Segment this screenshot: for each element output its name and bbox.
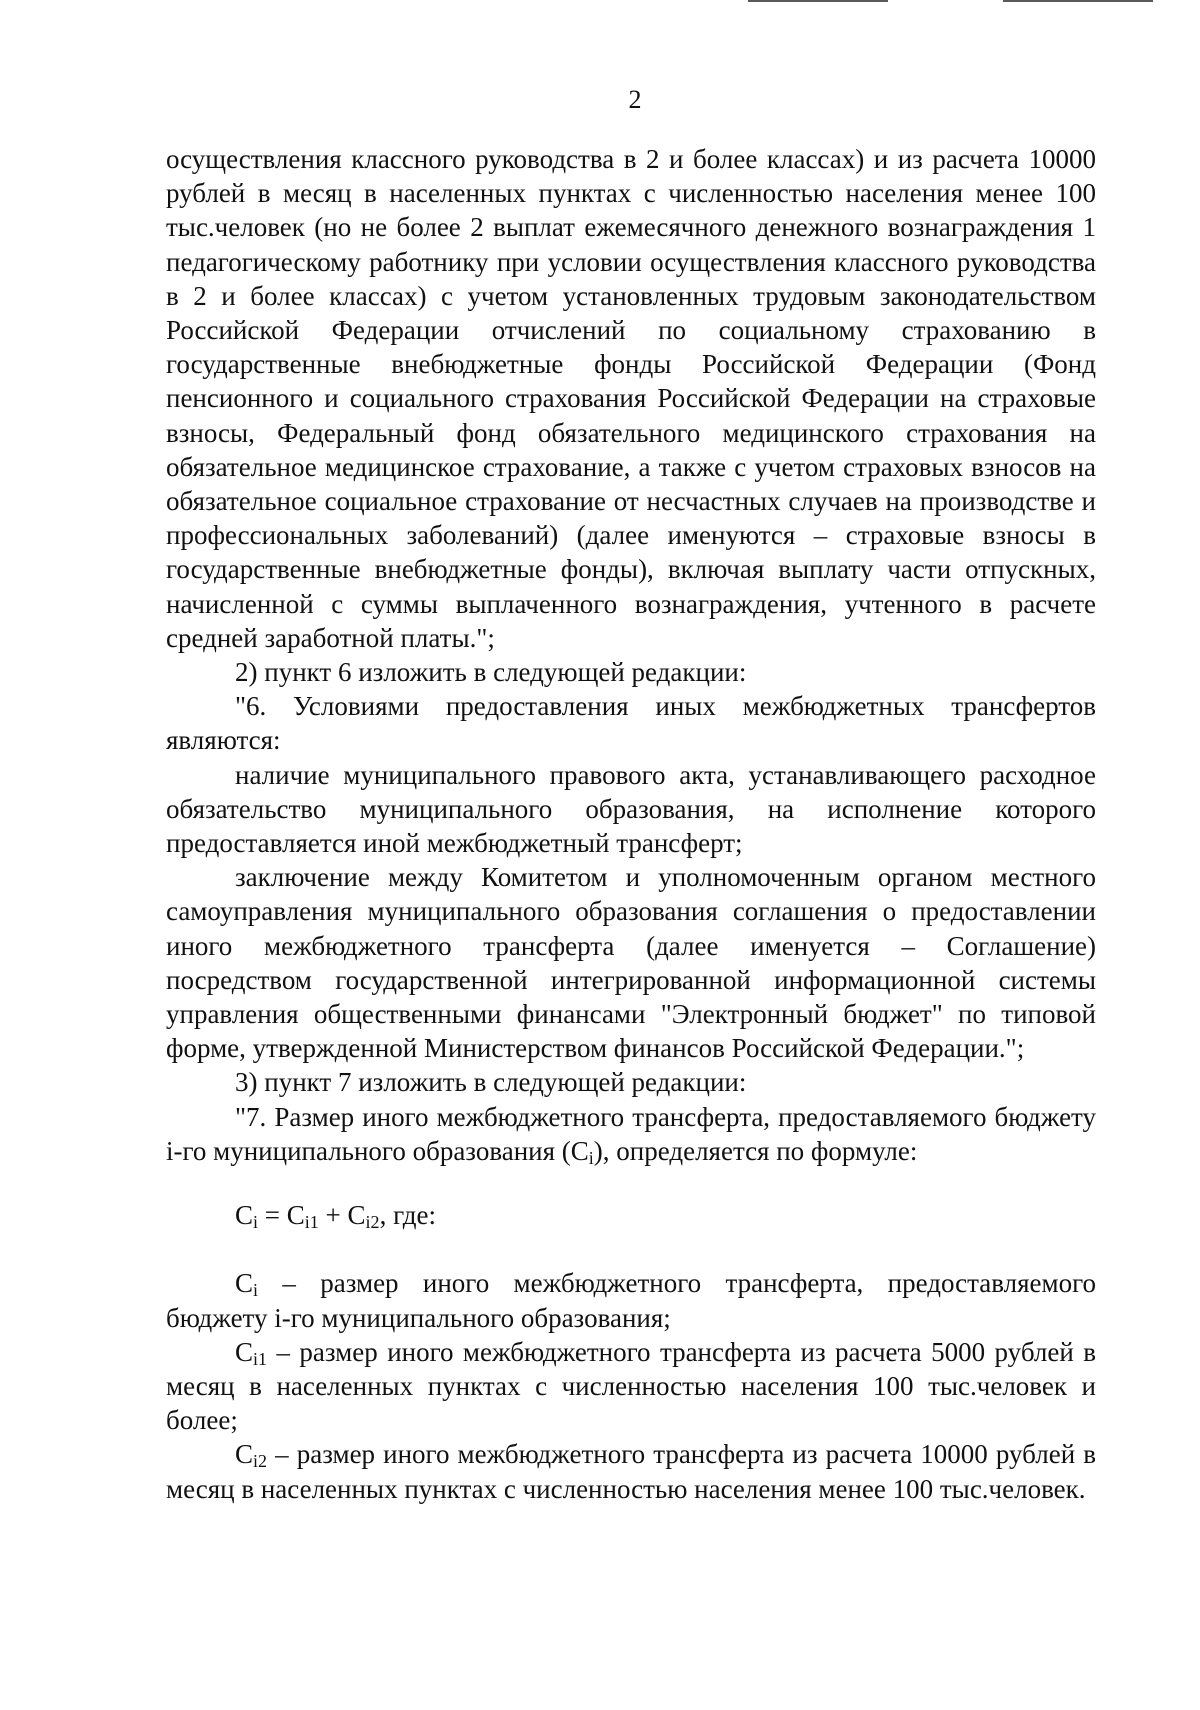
paragraph-clause-6: "6. Условиями предоставления иных межбюджетных трансфертов являются:	[166, 691, 1096, 756]
definition-ci1	[166, 1335, 1096, 1438]
paragraph-continuation: осуществления классного руководства в 2 и более классах) и из расчета 10000 рублей в месяц в населенных пунктах с численностью населения менее 100 тыс.человек (но не более 2 выплат ежемесячного денежного вознаграждения 1 педагогическому работнику при условии осуществления классного руководства в 2 и более классах) с учетом установленных трудовым законодательством Российской Федерации отчислений по социальному страхованию в государственные внебюджетные фонды Российской Федерации (Фонд пенсионного и социального страхования Российской Федерации на страховые взносы, Федеральный фонд обязательного медицинского страхования на обязательное медицинское страхование, а также с учетом страховых взносов на обязательное социальное страхование от несчастных случаев на производстве и профессиональных заболеваний) (далее именуются – страховые взносы в государственные внебюджетные фонды), включая выплату части отпускных, начисленной с суммы выплаченного вознаграждения, учтенного в расчете средней заработной платы.";	[166, 144, 1096, 653]
paragraph-item-3: 3) пункт 7 изложить в следующей редакции:	[235, 1067, 747, 1098]
definition-ci2	[166, 1437, 1096, 1505]
document-body	[166, 142, 1096, 1506]
formula-plus: + C	[318, 1200, 366, 1231]
formula-equals: = C	[258, 1200, 305, 1231]
definition-subscript: i	[253, 1280, 259, 1301]
formula-tail: , где:	[379, 1200, 437, 1231]
formula-term2-subscript: i2	[365, 1212, 380, 1233]
page-number: 2	[628, 85, 642, 114]
paragraph-item-2: 2) пункт 6 изложить в следующей редакции:	[235, 657, 747, 688]
clause-7-end: ), определяется по формуле:	[593, 1135, 918, 1166]
formula-lhs-subscript: i	[253, 1212, 259, 1233]
formula-term1-subscript: i1	[304, 1212, 319, 1233]
formula-lhs: C	[235, 1200, 254, 1231]
definition-symbol: C	[235, 1268, 254, 1299]
definition-text: – размер иного межбюджетного трансферта, предоставляемого бюджету i-го муниципального образования;	[166, 1268, 1096, 1333]
scan-edge-mark	[748, 0, 888, 2]
definition-ci	[166, 1266, 1096, 1334]
clause-7-subscript: i	[588, 1147, 594, 1168]
paragraph-condition-2: заключение между Комитетом и уполномоченным органом местного самоуправления муниципального образования соглашения о предоставлении иного межбюджетного трансферта (далее именуется – Соглашение) посредством государственной интегрированной информационной системы управления общественными финансами "Электронный бюджет" по типовой форме, утвержденной Министерством финансов Российской Федерации.";	[166, 862, 1096, 1064]
definition-text: – размер иного межбюджетного трансферта из расчета 10000 рублей в месяц в населенных пунктах с численностью населения менее 100 тыс.человек.	[166, 1439, 1096, 1504]
definition-subscript: i2	[253, 1451, 268, 1472]
definition-symbol: C	[235, 1336, 254, 1367]
formula	[166, 1198, 1096, 1232]
definition-symbol: C	[235, 1439, 254, 1470]
paragraph-condition-1: наличие муниципального правового акта, устанавливающего расходное обязательство муниципального образования, на исполнение которого предоставляется иной межбюджетный трансферт;	[166, 759, 1096, 859]
paragraph-clause-7	[166, 1100, 1096, 1168]
clause-7-text: "7. Размер иного межбюджетного трансферта, предоставляемого бюджету i-го муниципального образования (C	[166, 1101, 1096, 1166]
scan-edge-mark	[1003, 0, 1153, 2]
definition-text: – размер иного межбюджетного трансферта из расчета 5000 рублей в месяц в населенных пунктах с численностью населения 100 тыс.человек и более;	[166, 1336, 1096, 1436]
definition-subscript: i1	[253, 1348, 268, 1369]
